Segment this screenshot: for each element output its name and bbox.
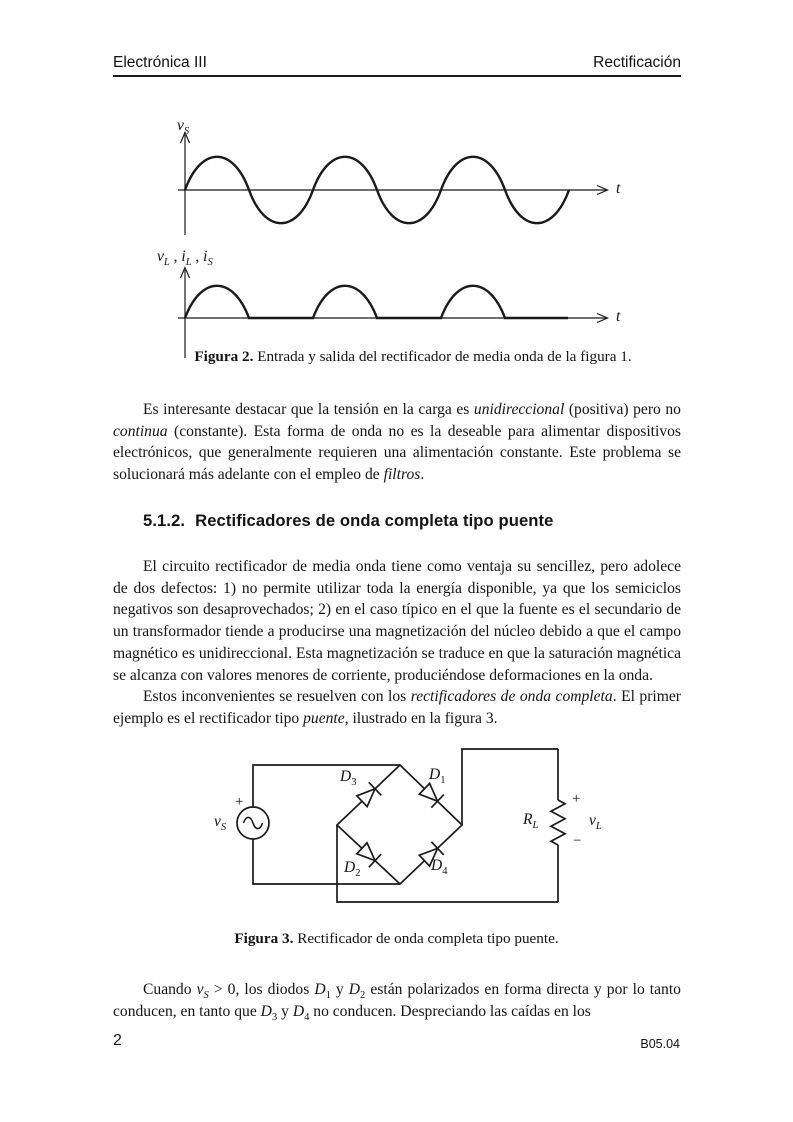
load-plus-sign: + — [572, 791, 581, 807]
load-minus-sign: − — [573, 833, 582, 849]
diode-d4-label: $D_4$ — [431, 857, 448, 878]
diode-d1-label: $D_1$ — [429, 766, 446, 787]
paragraph-2: El circuito rectificador de media onda tiene como ventaja su sencillez, pero adolece de dos defectos: 1) no permite utilizar toda la energía disponible, ya que los semiciclos negativos son desaprovechados; 2) en el caso típico en el que la fuente es el secundario de un transformador tiende a producirse una magnetización del núcleo debido a que el campo magnético es unidireccional. Esta magnetización se traduce en que la saturación magnética se alcanza con valores menores de corriente, produciéndose deformaciones en la onda. — [113, 558, 681, 684]
header-chapter-title: Rectificación — [593, 54, 681, 71]
load-resistor — [551, 800, 565, 845]
paragraph-1: Es interesante destacar que la tensión en la carga es unidireccional (positiva) pero no continua (constante). Esta forma de onda no es la deseable para alimentar dispositivos electrónicos, que generalmente requieren una alimentación constante. Este problema se solucionará más adelante con el empleo de filtros. — [113, 401, 681, 484]
bridge-rectifier-circuit-diagram — [210, 738, 610, 914]
section-title: Rectificadores de onda completa tipo puente — [195, 511, 554, 530]
input-plot-xlabel: t — [616, 180, 621, 197]
diode-d2-label: $D_2$ — [344, 859, 361, 880]
output-plot-ylabel: $v_L$ , $i_L$ , $i_S$ — [157, 248, 213, 269]
input-sine-wave-plot — [160, 115, 640, 245]
header-course-title: Electrónica III — [113, 54, 207, 71]
rectified-wave-plot — [160, 246, 640, 358]
paragraph-block-1 — [113, 399, 681, 486]
page-number: 2 — [113, 1032, 122, 1049]
diode-d3-label: $D_3$ — [340, 768, 357, 789]
half-wave-curve — [185, 286, 568, 318]
document-code: B05.04 — [640, 1037, 680, 1051]
load-voltage-label: $v_L$ — [589, 812, 602, 833]
paragraph-block-3 — [113, 979, 681, 1022]
paragraph-3: Estos inconvenientes se resuelven con los rectificadores de onda completa. El primer ejemplo es el rectificador tipo puente, ilustrado en la figura 3. — [113, 688, 681, 727]
load-resistor-label: $R_L$ — [523, 811, 539, 832]
header-rule — [113, 75, 681, 77]
section-number: 5.1.2. — [143, 511, 186, 530]
paragraph-4: Cuando $v_S > 0$, los diodos $D_1$ y $D_2$ están polarizados en forma directa y por lo tanto conducen, en tanto que $D_3$ y $D_4$ no conducen. Despreciando las caídas en los — [113, 981, 681, 1023]
source-voltage-label: $v_S$ — [214, 813, 227, 834]
output-plot-xlabel: t — [616, 308, 621, 325]
wire-bridge-to-load-bottom — [337, 825, 558, 902]
paragraph-block-2 — [113, 556, 681, 730]
source-plus-sign: + — [235, 794, 244, 810]
wire-source-bottom — [253, 839, 400, 884]
figure3-caption: Figura 3. Rectificador de onda completa tipo puente. — [234, 930, 559, 947]
section-heading — [143, 511, 553, 531]
figure2-caption: Figura 2. Entrada y salida del rectificador de media onda de la figura 1. — [194, 348, 632, 365]
wire-bridge-to-load-top — [462, 749, 558, 825]
input-plot-ylabel: $v_S$ — [177, 117, 190, 138]
